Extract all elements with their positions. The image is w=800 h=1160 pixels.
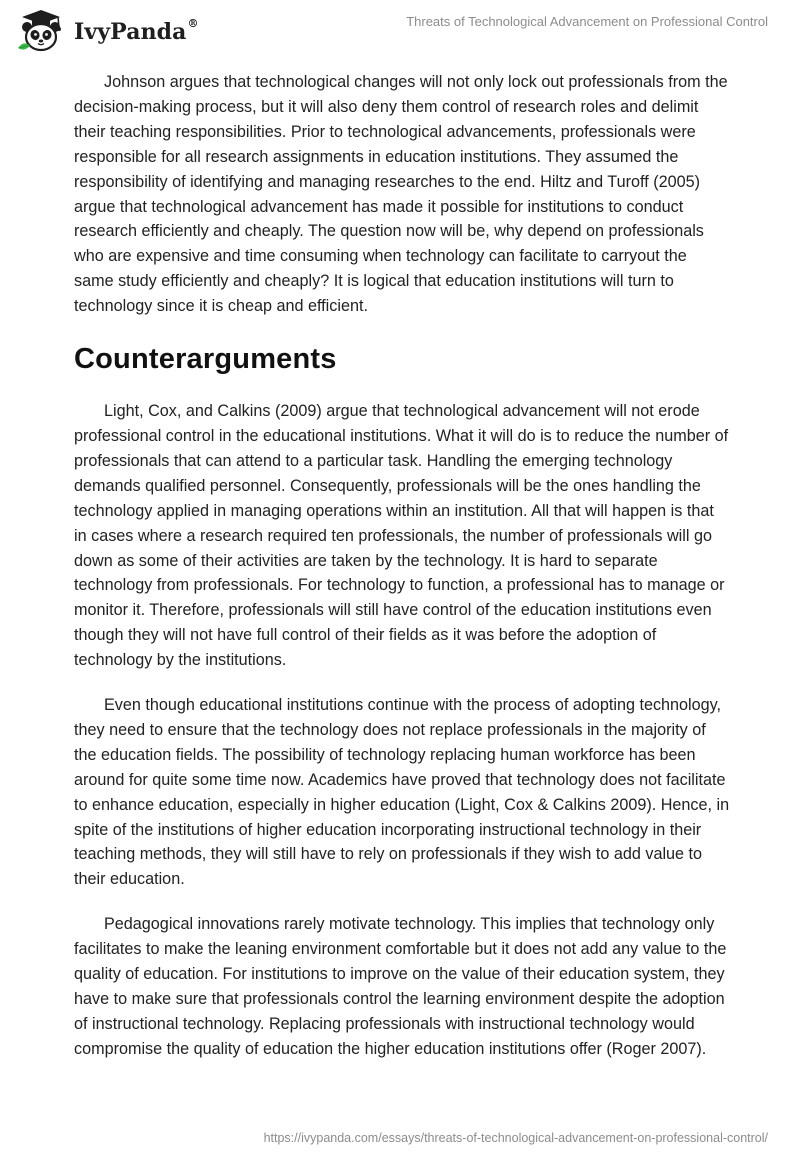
- page-header: [0, 0, 800, 60]
- paragraph: Pedagogical innovations rarely motivate technology. This implies that technology only facilitates to make the leaning environment comfortable but it does not add any value to the quality of education. For institutions to improve on the value of their education system, they have to make sure that professionals control the learning environment despite the adoption of instructional technology. Replacing professionals with instructional technology would compromise the quality of education the higher education institutions offer (Roger 2007).: [74, 915, 727, 1058]
- brand-name: IvyPanda®: [74, 17, 199, 45]
- panda-graduate-icon: [14, 8, 68, 54]
- source-url[interactable]: https://ivypanda.com/essays/threats-of-technological-advancement-on-professional-control/: [263, 1131, 768, 1145]
- section-heading: Counterarguments: [74, 343, 337, 376]
- ivypanda-logo[interactable]: [14, 8, 199, 54]
- paragraph: Light, Cox, and Calkins (2009) argue that technological advancement will not erode professional control in the educational institutions. What it will do is to reduce the number of professionals that can attend to a particular task. Handling the emerging technology demands qualified personnel. Consequently, professionals will be the ones handling the technology applied in managing operations within an institution. All that will happen is that in cases where a research required ten professionals, the number of professionals will go down as some of their activities are taken by the technology. It is hard to separate technology from professionals. For technology to function, a professional has to manage or monitor it. Therefore, professionals will still have control of the education institutions even though they will not have full control of their fields as it was before the adoption of technology by the institutions.: [74, 402, 729, 670]
- registered-mark: ®: [187, 17, 199, 30]
- paragraph: Even though educational institutions continue with the process of adopting technology, they need to ensure that the technology does not replace professionals in the majority of the education fields. The possibility of technology replacing human workforce has been around for quite some time now. Academics have proved that technology does not facilitate to enhance education, especially in higher education (Light, Cox & Calkins 2009). Hence, in spite of the institutions of higher education incorporating instructional technology in their teaching methods, they will still have to rely on professionals if they wish to add value to their education.: [74, 696, 730, 889]
- paragraph: Johnson argues that technological changes will not only lock out professionals from the decision-making process, but it will also deny them control of research roles and delimit their teaching responsibilities. Prior to technological advancements, professionals were responsible for all research assignments in education institutions. They assumed the responsibility of identifying and managing researches to the end. Hiltz and Turoff (2005) argue that technological advancement has made it possible for institutions to conduct research efficiently and cheaply. The question now will be, why depend on professionals who are expensive and time consuming when technology can facilitate to carryout the same study efficiently and cheaply? It is logical that education institutions will turn to technology since it is cheap and efficient.: [74, 73, 728, 316]
- document-title: Threats of Technological Advancement on Professional Control: [406, 14, 768, 29]
- essay-body: [74, 70, 730, 1082]
